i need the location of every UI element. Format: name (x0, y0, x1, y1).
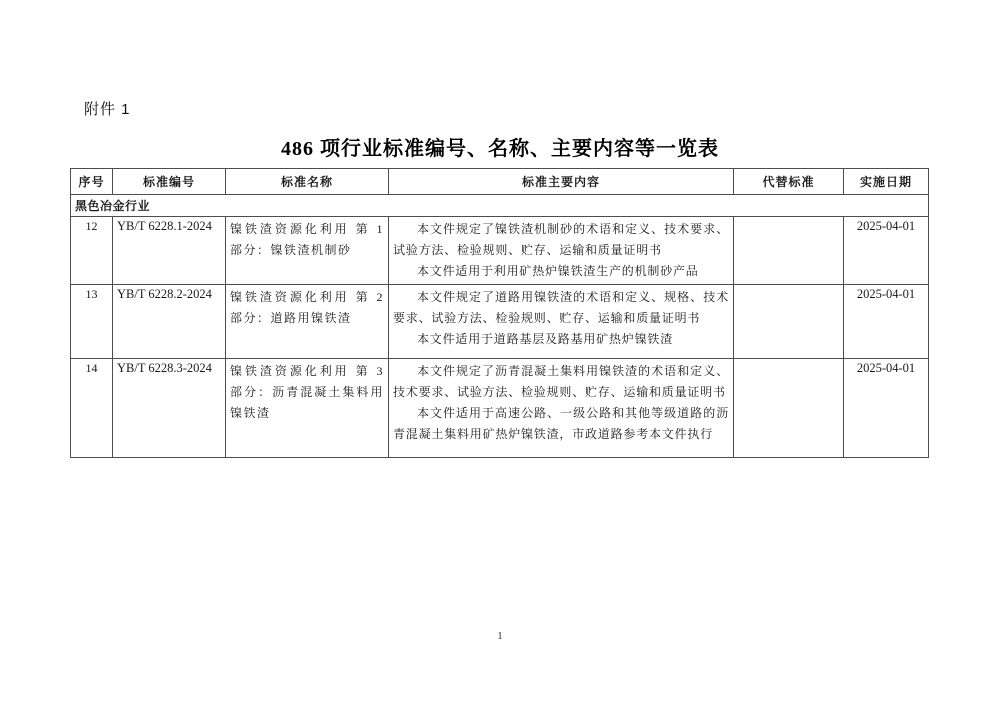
row-content (389, 359, 734, 458)
table-row (71, 285, 929, 359)
page-number: 1 (497, 630, 503, 642)
row-replaces (734, 217, 844, 285)
header-cell-name: 标准名称 (226, 169, 389, 195)
row-name: 镍铁渣资源化利用 第 2 部分：道路用镍铁渣 (226, 285, 389, 359)
row-code: YB/T 6228.1-2024 (113, 217, 226, 285)
content-paragraph: 本文件适用于利用矿热炉镍铁渣生产的机制砂产品 (417, 264, 699, 278)
header-cell-date: 实施日期 (844, 169, 929, 195)
row-name: 镍铁渣资源化利用 第 1 部分：镍铁渣机制砂 (226, 217, 389, 285)
page-title: 486 项行业标准编号、名称、主要内容等一览表 (281, 138, 719, 160)
content-paragraph: 本文件适用于道路基层及路基用矿热炉镍铁渣 (417, 332, 674, 346)
row-content (389, 285, 734, 359)
row-code: YB/T 6228.2-2024 (113, 285, 226, 359)
content-paragraph: 本文件规定了道路用镍铁渣的术语和定义、规格、技术要求、试验方法、检验规则、贮存、运输和质量证明书 (393, 290, 729, 325)
row-name: 镍铁渣资源化利用 第 3 部分：沥青混凝土集料用镍铁渣 (226, 359, 389, 458)
industry-section-row (71, 195, 929, 217)
row-replaces (734, 359, 844, 458)
standards-table (70, 168, 929, 458)
table-header-row (71, 169, 929, 195)
row-date: 2025-04-01 (844, 285, 929, 359)
content-paragraph: 本文件规定了沥青混凝土集料用镍铁渣的术语和定义、技术要求、试验方法、检验规则、贮存、运输和质量证明书 (393, 364, 729, 399)
content-paragraph: 本文件规定了镍铁渣机制砂的术语和定义、技术要求、试验方法、检验规则、贮存、运输和质量证明书 (393, 222, 729, 257)
row-replaces (734, 285, 844, 359)
content-paragraph: 本文件适用于高速公路、一级公路和其他等级道路的沥青混凝土集料用矿热炉镍铁渣，市政道路参考本文件执行 (393, 406, 729, 441)
table-row (71, 359, 929, 458)
attachment-label: 附件 1 (84, 101, 131, 118)
table-row (71, 217, 929, 285)
row-seq: 12 (71, 217, 113, 285)
header-cell-seq: 序号 (71, 169, 113, 195)
industry-section-label: 黑色冶金行业 (71, 195, 929, 217)
row-date: 2025-04-01 (844, 359, 929, 458)
row-seq: 13 (71, 285, 113, 359)
header-cell-replaces: 代替标准 (734, 169, 844, 195)
header-cell-content: 标准主要内容 (389, 169, 734, 195)
row-code: YB/T 6228.3-2024 (113, 359, 226, 458)
row-date: 2025-04-01 (844, 217, 929, 285)
row-seq: 14 (71, 359, 113, 458)
row-content (389, 217, 734, 285)
header-cell-code: 标准编号 (113, 169, 226, 195)
